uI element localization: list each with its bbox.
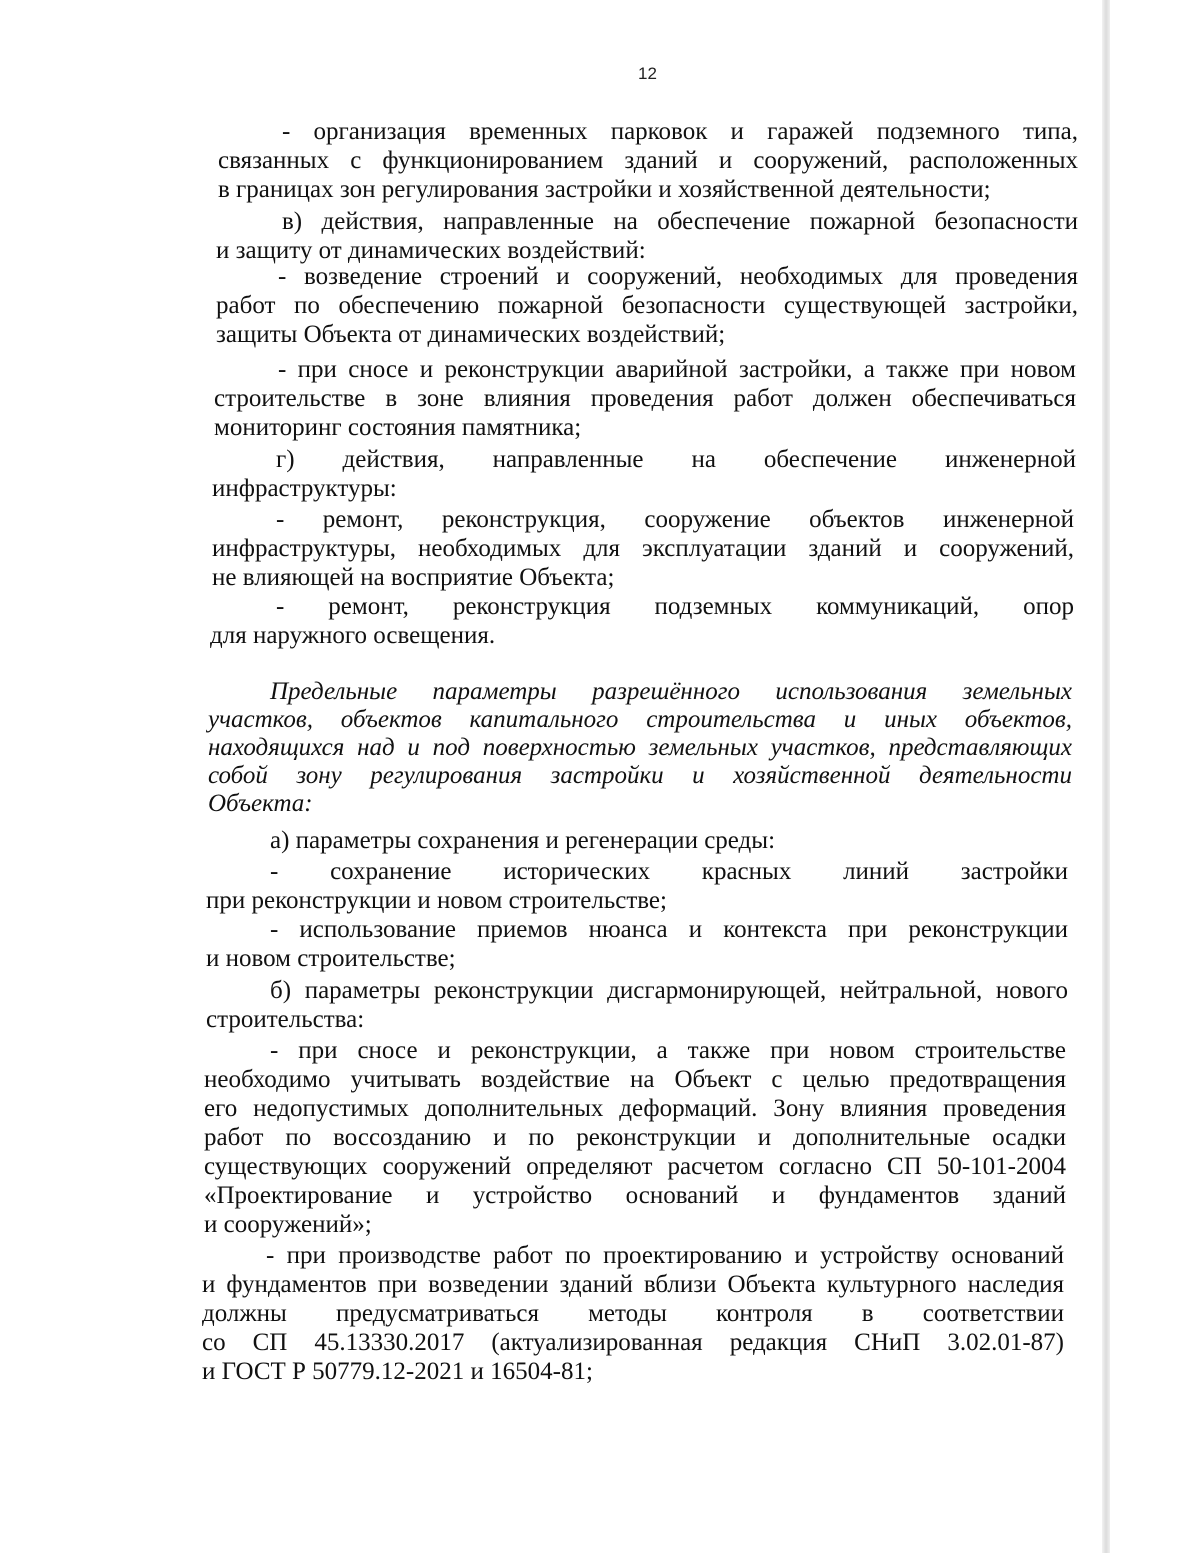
text-line: должны предусматриваться методы контроля в соответствии (202, 1300, 1064, 1327)
text-line: Объекта: (208, 790, 313, 817)
text-line: «Проектирование и устройство оснований и фундаментов зданий (204, 1182, 1066, 1209)
paragraph-construction (216, 262, 1078, 349)
paragraph-red-lines (206, 857, 1068, 915)
text-line: и новом строительстве; (206, 945, 456, 972)
text-line: в) действия, направленные на обеспечение пожарной безопасности (282, 208, 1078, 235)
text-line: б) параметры реконструкции дисгармонирующей, нейтральной, нового (270, 977, 1068, 1004)
paragraph-parking (218, 117, 1078, 204)
text-line: участков, объектов капитального строительства и иных объектов, (208, 706, 1072, 733)
paragraph-deformation (204, 1036, 1066, 1239)
paragraph-communications (210, 592, 1074, 650)
text-line: существующих сооружений определяют расчетом согласно СП 50-101-2004 (204, 1153, 1066, 1180)
paragraph-item-a (208, 826, 1072, 855)
text-line: - при сносе и реконструкции аварийной застройки, а также при новом (278, 356, 1076, 383)
section-heading-limits (208, 678, 1072, 818)
text-line: для наружного освещения. (210, 622, 496, 649)
text-line: работ по воссозданию и по реконструкции и дополнительные осадки (204, 1124, 1066, 1151)
text-line: и фундаментов при возведении зданий вблизи Объекта культурного наследия (202, 1271, 1064, 1298)
paragraph-item-b (206, 976, 1068, 1034)
text-line: инфраструктуры, необходимых для эксплуатации зданий и сооружений, (212, 535, 1074, 562)
text-line: со СП 45.13330.2017 (актуализированная редакция СНиП 3.02.01-87) (202, 1329, 1064, 1356)
text-line: в границах зон регулирования застройки и хозяйственной деятельности; (218, 176, 991, 203)
text-line: и сооружений»; (204, 1211, 372, 1238)
text-line: не влияющей на восприятие Объекта; (212, 564, 615, 591)
text-line: собой зону регулирования застройки и хозяйственной деятельности (208, 762, 1072, 789)
paragraph-repair (212, 505, 1074, 592)
text-line: при реконструкции и новом строительстве; (206, 887, 667, 914)
text-line: - при сносе и реконструкции, а также при новом строительстве (270, 1037, 1066, 1064)
text-line: инфраструктуры: (212, 475, 397, 502)
text-line: - возведение строений и сооружений, необходимых для проведения (278, 263, 1078, 290)
text-line: - ремонт, реконструкция подземных коммуникаций, опор (276, 593, 1074, 620)
text-line: - использование приемов нюанса и контекста при реконструкции (270, 916, 1068, 943)
text-line: защиты Объекта от динамических воздействий; (216, 321, 726, 348)
text-line: строительства: (206, 1006, 365, 1033)
text-line: его недопустимых дополнительных деформаций. Зону влияния проведения (204, 1095, 1066, 1122)
text-line: и защиту от динамических воздействий: (216, 237, 646, 264)
text-line: Предельные параметры разрешённого использования земельных (270, 678, 1072, 705)
text-line: связанных с функционированием зданий и сооружений, расположенных (218, 147, 1078, 174)
text-line: - сохранение исторических красных линий застройки (270, 858, 1068, 885)
scan-edge (1102, 0, 1110, 1553)
paragraph-nuance (206, 915, 1068, 973)
text-line: и ГОСТ Р 50779.12-2021 и 16504-81; (202, 1358, 593, 1385)
page-number: 12 (638, 64, 657, 83)
text-line: - организация временных парковок и гаражей подземного типа, (282, 118, 1078, 145)
paragraph-monitoring (214, 355, 1076, 442)
paragraph-foundations (202, 1241, 1064, 1386)
paragraph-fire-safety (216, 207, 1078, 265)
text-line: мониторинг состояния памятника; (214, 414, 582, 441)
text-line: а) параметры сохранения и регенерации среды: (270, 827, 776, 854)
paragraph-infrastructure (212, 445, 1076, 503)
text-line: необходимо учитывать воздействие на Объект с целью предотвращения (204, 1066, 1066, 1093)
text-line: работ по обеспечению пожарной безопасности существующей застройки, (216, 292, 1078, 319)
text-line: строительстве в зоне влияния проведения работ должен обеспечиваться (214, 385, 1076, 412)
text-line: - при производстве работ по проектированию и устройству оснований (266, 1242, 1064, 1269)
text-line: находящихся над и под поверхностью земельных участков, представляющих (208, 734, 1072, 761)
text-line: г) действия, направленные на обеспечение инженерной (276, 446, 1076, 473)
text-line: - ремонт, реконструкция, сооружение объектов инженерной (276, 506, 1074, 533)
